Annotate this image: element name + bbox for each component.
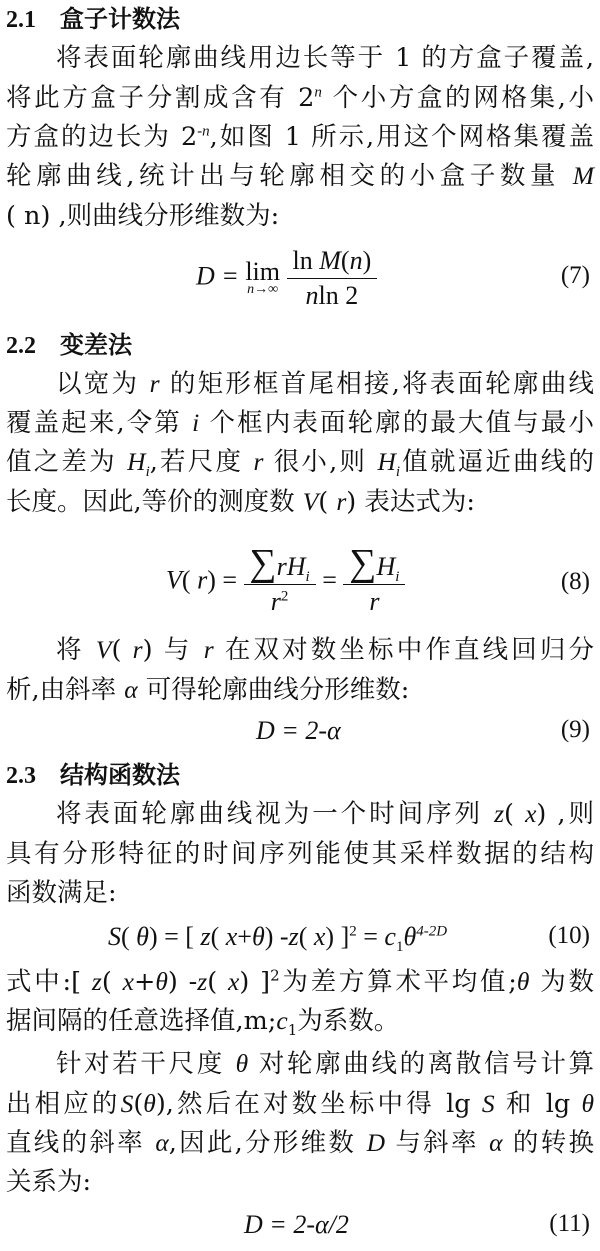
paragraph-line: 出相应的S(θ),然后在对数坐标中得 lg S 和 lg θ [6, 1089, 595, 1119]
paragraph-line: 据间隔的任意选择值$,m;c_1$为系数。 [6, 1006, 400, 1040]
paragraph-line: 长度。因此,等价的测度数 V( r) 表达式为: [6, 487, 475, 517]
paragraph-line: 将此方盒子分割成含有 2$^n$ 个小方盒的网格集,小 [6, 83, 594, 113]
equation-11: D = 2-α/2 (11) [244, 1210, 590, 1239]
equation-8: V( r) = $\frac{\sum rH_i}{r^2}$ = $\frac{\sum H_i}{r}$ (8) [166, 542, 590, 616]
equation-9: D = 2-α (9) [256, 716, 590, 745]
paragraph-line: 析,由斜率 α 可得轮廓曲线分形维数: [6, 675, 410, 705]
paragraph-line: 将 V( r) 与 r 在双对数坐标中作直线回归分 [56, 635, 595, 665]
equation-7: D = lim n→∞ $\frac{\text{ln M(n)}}{nln 2}$ (7) [196, 246, 590, 310]
equation-number: (7) [560, 262, 590, 289]
paragraph-line: 将表面轮廓曲线视为一个时间序列 z( x) ,则 [56, 799, 594, 829]
section-number: 2.1 [6, 7, 36, 33]
paragraph-line: 将表面轮廓曲线用边长等于 1 的方盒子覆盖, [56, 43, 594, 73]
paragraph-line: 值之差为 $H_i$,若尺度 r 很小,则 $H_i$值就逼近曲线的 [6, 447, 594, 481]
paragraph-line: 针对若干尺度 θ 对轮廓曲线的离散信号计算 [56, 1049, 594, 1079]
section-heading-2-1 [6, 2, 180, 37]
equation-10: S( θ) = [ z( x+θ) -z( x) ]$^2 = c_1\theta^{4-2D}$ (10) [108, 922, 590, 956]
section-heading-2-3: 2.3 结构函数法 [6, 760, 180, 789]
paragraph-line: 直线的斜率 α,因此,分形维数 D 与斜率 α 的转换 [6, 1128, 594, 1158]
paragraph-line: 关系为: [6, 1167, 92, 1197]
paragraph-line: 函数满足: [6, 878, 117, 908]
section-title: 盒子计数法 [60, 4, 180, 33]
paragraph-line: 以宽为 r 的矩形框首尾相接,将表面轮廓曲线 [56, 369, 594, 399]
paragraph-line: ( n) ,则曲线分形维数为: [6, 201, 280, 231]
paragraph-line: 覆盖起来,令第 i 个框内表面轮廓的最大值与最小 [6, 408, 594, 438]
paragraph-line: 具有分形特征的时间序列能使其采样数据的结构 [6, 839, 594, 869]
paragraph-line: 式中:[ z( x+θ) -z( x) ]$^2$为差方算术平均值;θ 为数 [6, 966, 595, 997]
section-heading-2-2: 2.2 变差法 [6, 330, 132, 359]
paragraph-line: 方盒的边长为 $2^{-n}$,如图 1 所示,用这个网格集覆盖 [6, 122, 594, 152]
paragraph-line: 轮廓曲线,统计出与轮廓相交的小盒子数量 M [6, 161, 594, 191]
